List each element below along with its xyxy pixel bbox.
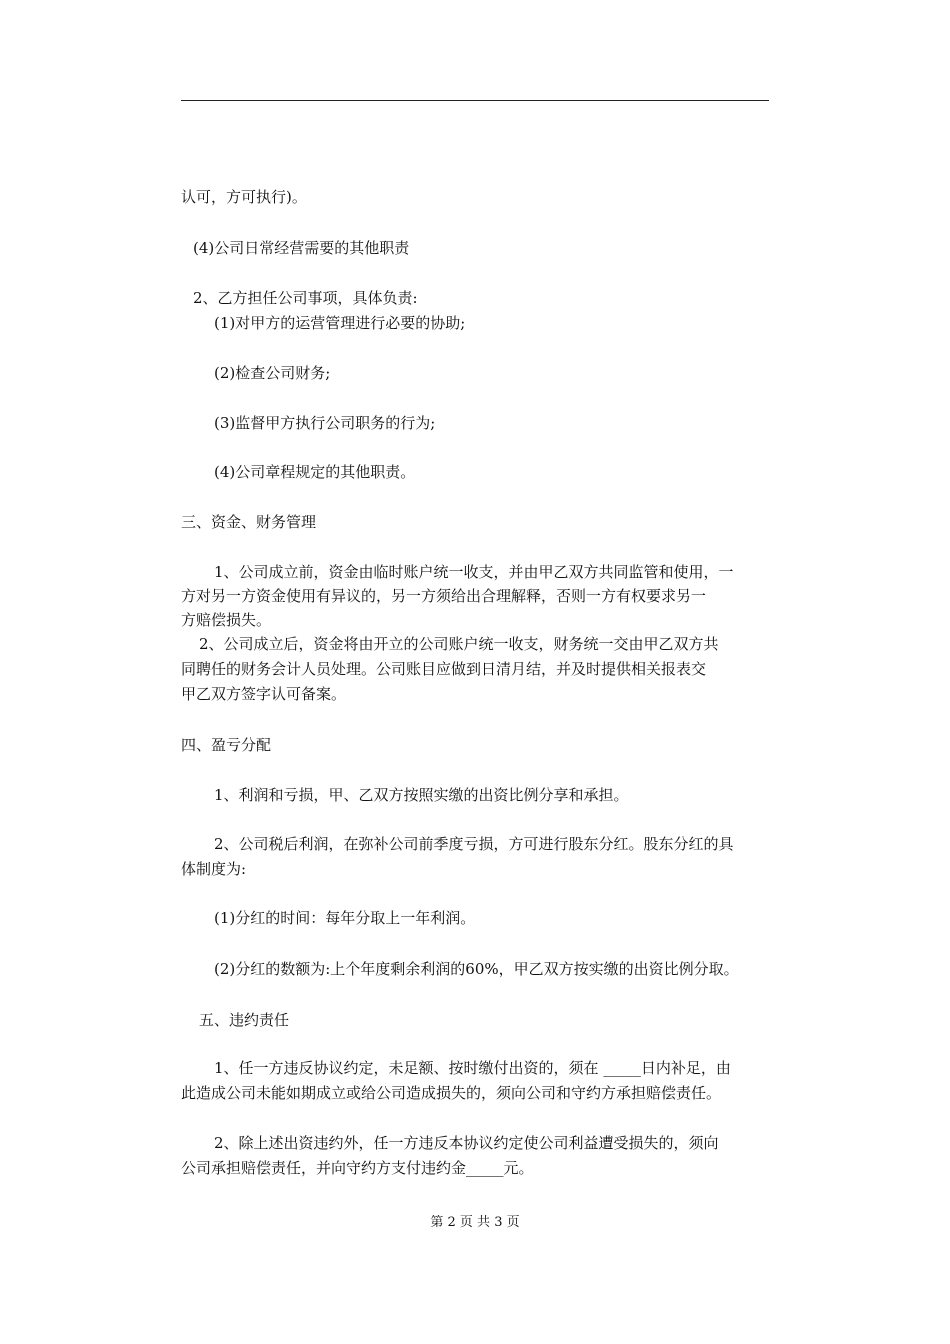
paragraph-line: (1)对甲方的运营管理进行必要的协助; bbox=[214, 314, 466, 332]
paragraph-line: 2、公司成立后，资金将由开立的公司账户统一收支，财务统一交由甲乙双方共 bbox=[199, 635, 719, 653]
paragraph-line: 认可，方可执行)。 bbox=[181, 188, 307, 206]
paragraph-line: 此造成公司未能如期成立或给公司造成损失的，须向公司和守约方承担赔偿责任。 bbox=[181, 1084, 722, 1102]
page-footer: 第 2 页 共 3 页 bbox=[430, 1215, 520, 1230]
section-heading: 三、资金、财务管理 bbox=[181, 513, 317, 531]
paragraph-line: 方对另一方资金使用有异议的，另一方须给出合理解释，否则一方有权要求另一 bbox=[181, 587, 707, 605]
paragraph-line: 甲乙双方签字认可备案。 bbox=[181, 685, 347, 703]
paragraph-line: 公司承担赔偿责任，并向守约方支付违约金_____元。 bbox=[181, 1159, 534, 1177]
paragraph-line: (4)公司日常经营需要的其他职责 bbox=[193, 239, 410, 257]
paragraph-line: 2、除上述出资违约外，任一方违反本协议约定使公司利益遭受损失的，须向 bbox=[214, 1134, 719, 1152]
paragraph-line: 体制度为: bbox=[181, 860, 247, 878]
paragraph-line: (4)公司章程规定的其他职责。 bbox=[214, 463, 416, 481]
paragraph-line: 2、乙方担任公司事项，具体负责: bbox=[193, 289, 418, 307]
section-heading: 五、违约责任 bbox=[199, 1011, 290, 1029]
paragraph-line: 方赔偿损失。 bbox=[181, 611, 272, 629]
paragraph-line: (2)分红的数额为:上个年度剩余利润的60%，甲乙双方按实缴的出资比例分取。 bbox=[214, 960, 739, 978]
paragraph-line: 1、利润和亏损，甲、乙双方按照实缴的出资比例分享和承担。 bbox=[214, 786, 629, 804]
paragraph-line: (1)分红的时间：每年分取上一年利润。 bbox=[214, 909, 476, 927]
paragraph-line: 1、公司成立前，资金由临时账户统一收支，并由甲乙双方共同监管和使用，一 bbox=[214, 563, 734, 581]
header-rule bbox=[181, 100, 769, 101]
paragraph-line: 同聘任的财务会计人员处理。公司账目应做到日清月结，并及时提供相关报表交 bbox=[181, 660, 707, 678]
paragraph-line: 1、任一方违反协议约定，未足额、按时缴付出资的，须在 _____日内补足，由 bbox=[214, 1059, 731, 1077]
paragraph-line: (2)检查公司财务; bbox=[214, 364, 331, 382]
paragraph-line: (3)监督甲方执行公司职务的行为; bbox=[214, 414, 436, 432]
section-heading: 四、盈亏分配 bbox=[181, 736, 272, 754]
paragraph-line: 2、公司税后利润，在弥补公司前季度亏损，方可进行股东分红。股东分红的具 bbox=[214, 835, 734, 853]
